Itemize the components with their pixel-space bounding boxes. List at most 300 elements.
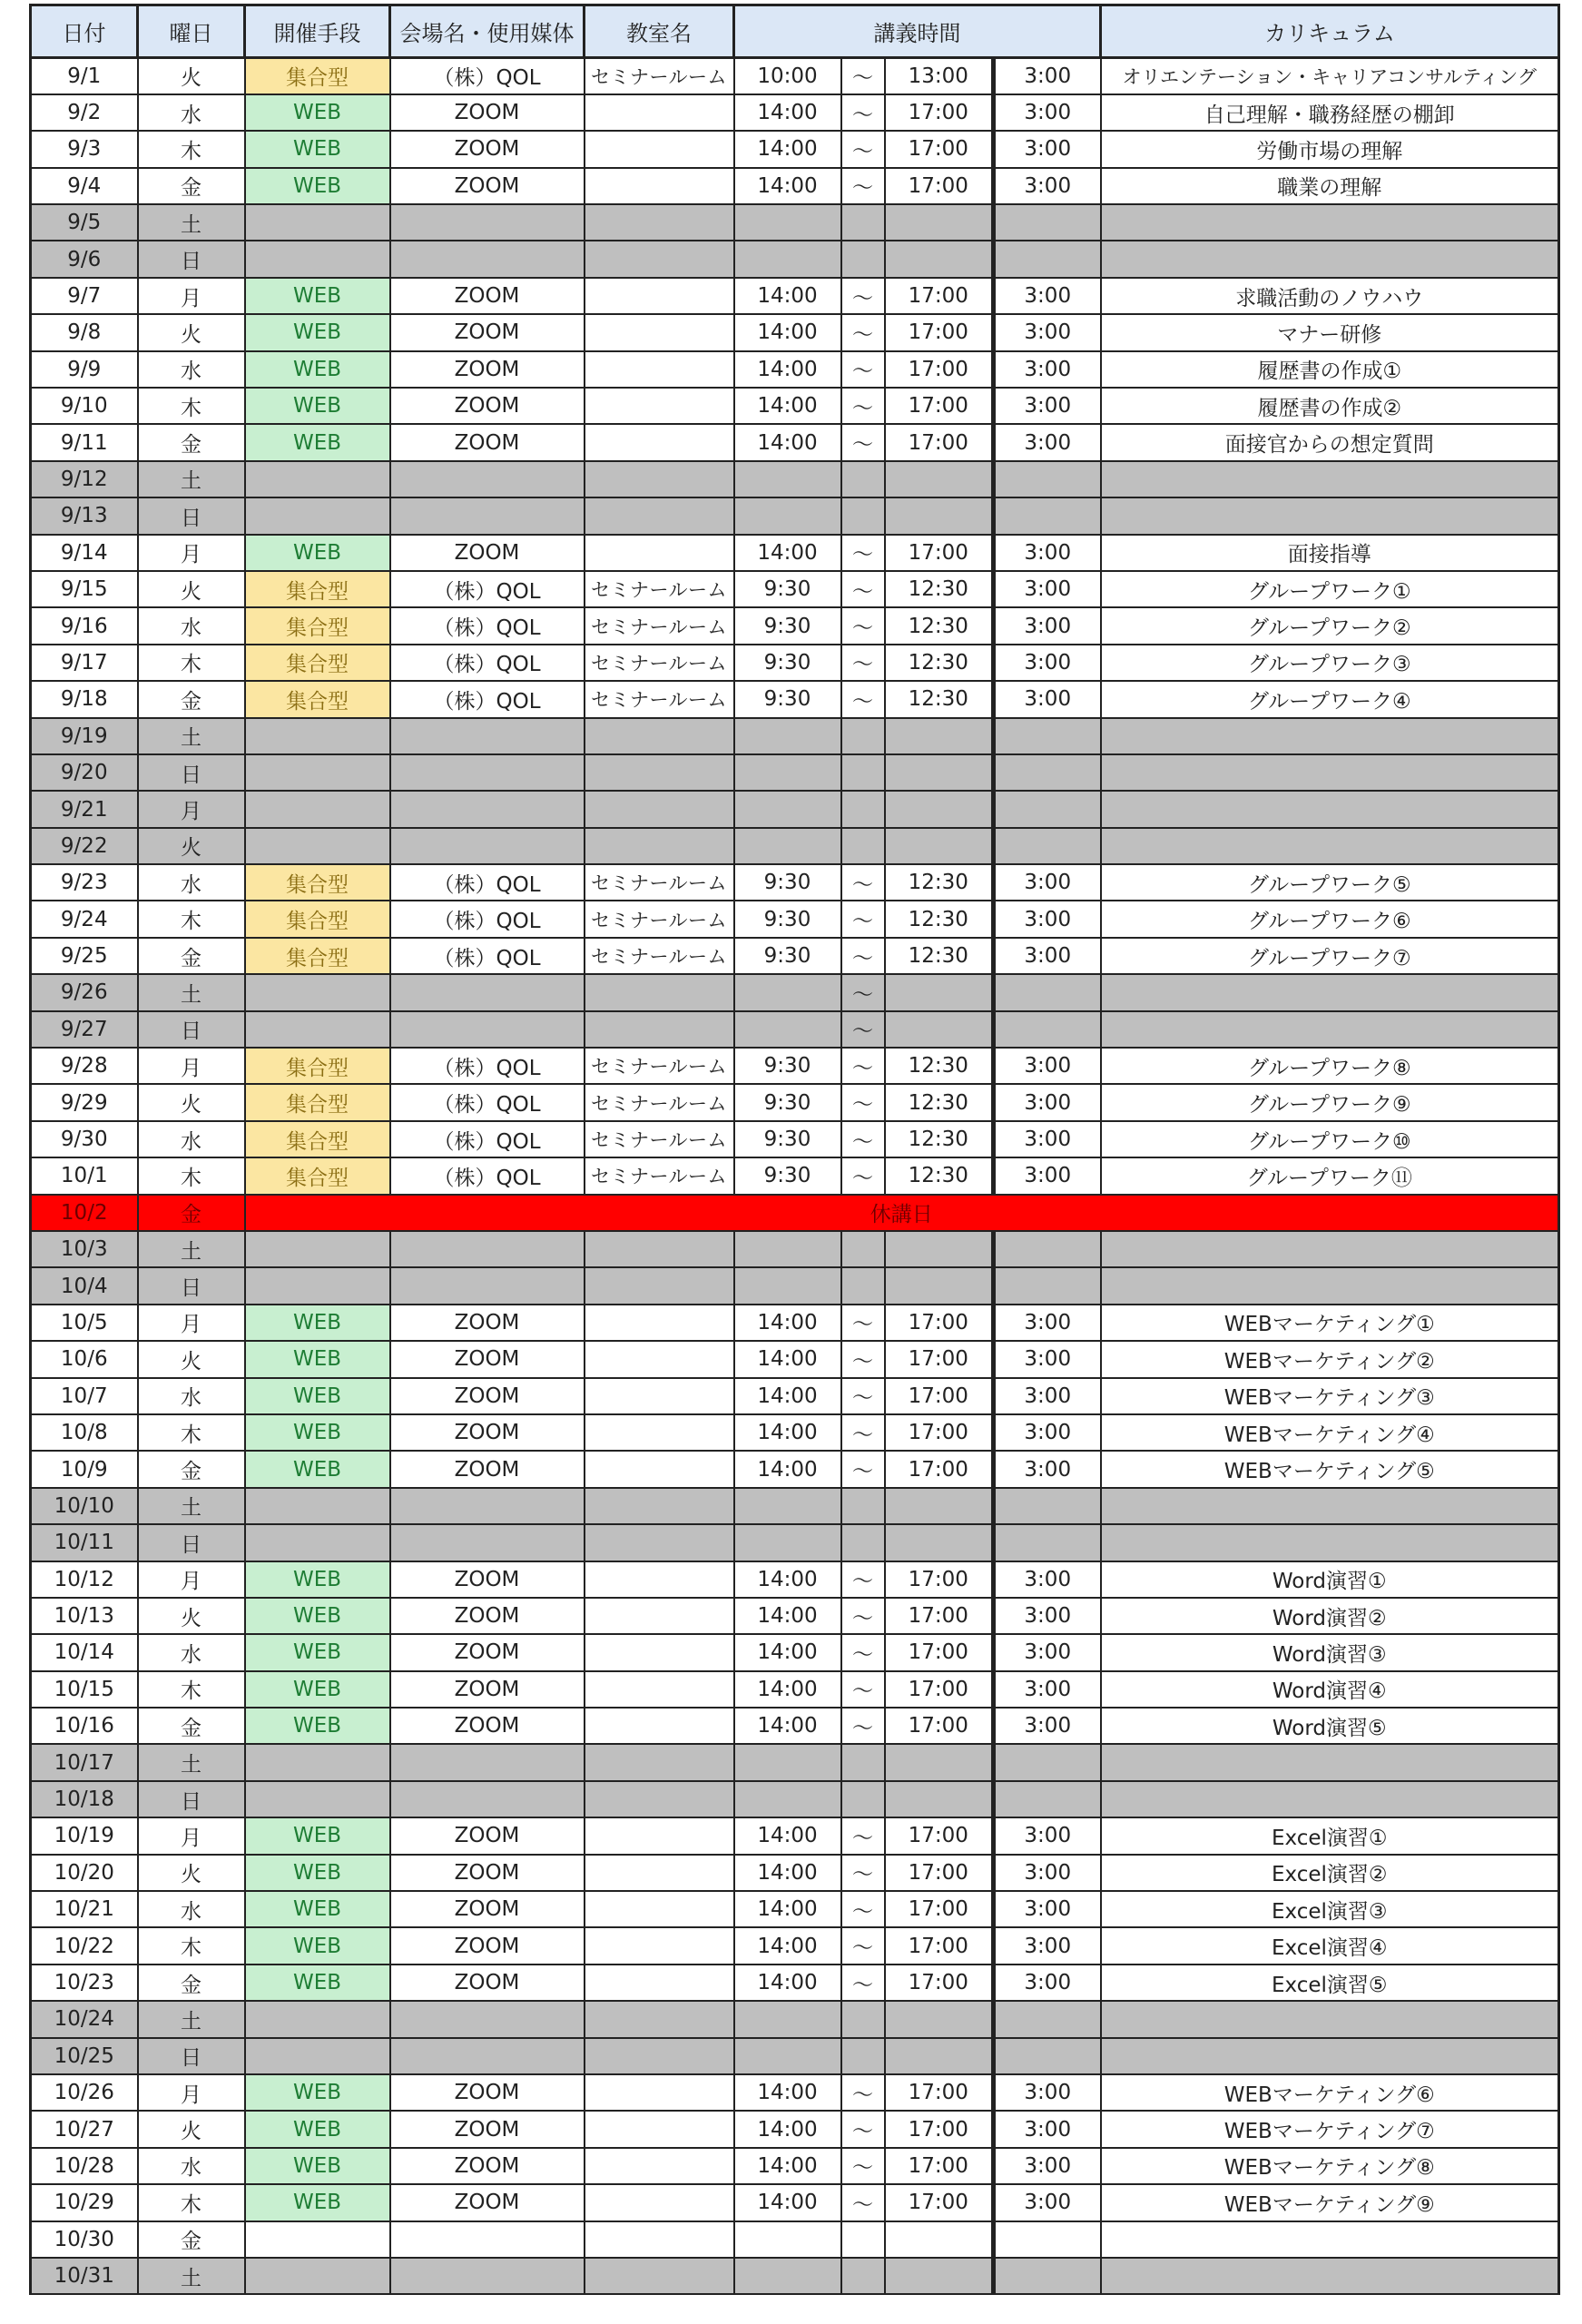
- table-row: [31, 1855, 1559, 1891]
- end-time-cell: [885, 718, 994, 754]
- room-cell: [585, 1708, 734, 1744]
- date-cell: 10/1: [31, 1157, 138, 1194]
- date-cell: 9/18: [31, 681, 138, 717]
- weekday-cell: 水: [138, 2148, 245, 2184]
- date-cell: 10/9: [31, 1451, 138, 1487]
- room-cell: [585, 461, 734, 497]
- duration-cell: 3:00: [994, 1305, 1101, 1341]
- room-cell: [585, 424, 734, 460]
- date-cell: 10/14: [31, 1634, 138, 1670]
- table-row: [31, 1634, 1559, 1670]
- method-cell: WEB: [245, 1817, 390, 1854]
- weekday-cell: 水: [138, 351, 245, 388]
- room-cell: [585, 2258, 734, 2294]
- start-time-cell: [734, 791, 841, 827]
- start-time-cell: [734, 974, 841, 1010]
- duration-cell: 3:00: [994, 1341, 1101, 1377]
- weekday-cell: 木: [138, 2184, 245, 2221]
- room-cell: [585, 241, 734, 277]
- date-cell: 9/9: [31, 351, 138, 388]
- date-cell: 9/20: [31, 754, 138, 791]
- end-time-cell: 17:00: [885, 1965, 994, 2001]
- date-cell: 10/19: [31, 1817, 138, 1854]
- curriculum-cell: [1101, 1781, 1559, 1817]
- holiday-label: 休講日: [245, 1195, 1559, 1231]
- table-row: [31, 2258, 1559, 2294]
- weekday-cell: 水: [138, 94, 245, 131]
- duration-cell: [994, 791, 1101, 827]
- curriculum-cell: [1101, 1744, 1559, 1780]
- end-time-cell: [885, 1744, 994, 1780]
- start-time-cell: 14:00: [734, 2111, 841, 2147]
- method-cell: WEB: [245, 388, 390, 424]
- tilde-cell: 〜: [841, 1965, 885, 2001]
- method-cell: WEB: [245, 1671, 390, 1708]
- duration-cell: 3:00: [994, 2148, 1101, 2184]
- duration-cell: 3:00: [994, 1414, 1101, 1451]
- date-cell: 9/21: [31, 791, 138, 827]
- table-row: [31, 607, 1559, 644]
- weekday-cell: 月: [138, 535, 245, 571]
- weekday-cell: 日: [138, 754, 245, 791]
- table-row: [31, 901, 1559, 937]
- table-row: [31, 424, 1559, 460]
- method-cell: [245, 1744, 390, 1780]
- room-cell: [585, 1231, 734, 1267]
- duration-cell: 3:00: [994, 388, 1101, 424]
- start-time-cell: 14:00: [734, 1414, 841, 1451]
- duration-cell: 3:00: [994, 1927, 1101, 1964]
- weekday-cell: 火: [138, 58, 245, 94]
- room-cell: [585, 131, 734, 167]
- weekday-cell: 月: [138, 791, 245, 827]
- date-cell: 9/16: [31, 607, 138, 644]
- method-cell: WEB: [245, 1561, 390, 1598]
- room-cell: セミナールーム: [585, 938, 734, 974]
- start-time-cell: 14:00: [734, 94, 841, 131]
- end-time-cell: 17:00: [885, 2111, 994, 2147]
- end-time-cell: 17:00: [885, 2074, 994, 2111]
- date-cell: 10/10: [31, 1488, 138, 1524]
- tilde-cell: [841, 1231, 885, 1267]
- room-cell: [585, 204, 734, 241]
- room-cell: [585, 2001, 734, 2037]
- date-cell: 9/2: [31, 94, 138, 131]
- method-cell: WEB: [245, 1414, 390, 1451]
- table-row: [31, 645, 1559, 681]
- venue-cell: ZOOM: [390, 1341, 585, 1377]
- curriculum-cell: グループワーク⑪: [1101, 1157, 1559, 1194]
- table-row: [31, 351, 1559, 388]
- end-time-cell: [885, 754, 994, 791]
- room-cell: [585, 1267, 734, 1304]
- curriculum-cell: グループワーク⑩: [1101, 1121, 1559, 1157]
- date-cell: 10/17: [31, 1744, 138, 1780]
- table-row: [31, 131, 1559, 167]
- table-row: [31, 1488, 1559, 1524]
- curriculum-cell: WEBマーケティング⑨: [1101, 2184, 1559, 2221]
- venue-cell: ZOOM: [390, 278, 585, 314]
- method-cell: 集合型: [245, 58, 390, 94]
- table-row: [31, 1927, 1559, 1964]
- curriculum-cell: グループワーク①: [1101, 571, 1559, 607]
- table-row: [31, 718, 1559, 754]
- weekday-cell: 木: [138, 1671, 245, 1708]
- start-time-cell: [734, 497, 841, 534]
- table-row: [31, 2221, 1559, 2258]
- method-cell: WEB: [245, 314, 390, 350]
- weekday-cell: 金: [138, 1965, 245, 2001]
- duration-cell: [994, 2038, 1101, 2074]
- duration-cell: 3:00: [994, 2184, 1101, 2221]
- tilde-cell: 〜: [841, 1855, 885, 1891]
- date-cell: 10/29: [31, 2184, 138, 2221]
- method-cell: [245, 828, 390, 864]
- tilde-cell: [841, 2001, 885, 2037]
- duration-cell: 3:00: [994, 1561, 1101, 1598]
- method-cell: 集合型: [245, 864, 390, 901]
- table-row: [31, 2038, 1559, 2074]
- method-cell: WEB: [245, 2184, 390, 2221]
- venue-cell: ZOOM: [390, 351, 585, 388]
- room-cell: [585, 2111, 734, 2147]
- start-time-cell: 14:00: [734, 1891, 841, 1927]
- tilde-cell: 〜: [841, 424, 885, 460]
- curriculum-cell: [1101, 204, 1559, 241]
- curriculum-cell: [1101, 1524, 1559, 1561]
- table-row: [31, 1231, 1559, 1267]
- weekday-cell: 木: [138, 1414, 245, 1451]
- duration-cell: 3:00: [994, 168, 1101, 204]
- curriculum-cell: WEBマーケティング⑥: [1101, 2074, 1559, 2111]
- method-cell: WEB: [245, 131, 390, 167]
- curriculum-cell: WEBマーケティング④: [1101, 1414, 1559, 1451]
- date-cell: 9/5: [31, 204, 138, 241]
- room-cell: [585, 351, 734, 388]
- duration-cell: [994, 1744, 1101, 1780]
- start-time-cell: 14:00: [734, 1598, 841, 1634]
- tilde-cell: 〜: [841, 1891, 885, 1927]
- tilde-cell: [841, 1488, 885, 1524]
- curriculum-cell: [1101, 2258, 1559, 2294]
- room-cell: [585, 2221, 734, 2258]
- curriculum-cell: グループワーク⑨: [1101, 1084, 1559, 1120]
- curriculum-cell: WEBマーケティング⑤: [1101, 1451, 1559, 1487]
- end-time-cell: [885, 241, 994, 277]
- end-time-cell: 12:30: [885, 1048, 994, 1084]
- table-row: [31, 535, 1559, 571]
- tilde-cell: 〜: [841, 1708, 885, 1744]
- duration-cell: 3:00: [994, 1451, 1101, 1487]
- curriculum-cell: [1101, 1231, 1559, 1267]
- tilde-cell: 〜: [841, 535, 885, 571]
- end-time-cell: 17:00: [885, 131, 994, 167]
- duration-cell: 3:00: [994, 1671, 1101, 1708]
- room-cell: セミナールーム: [585, 645, 734, 681]
- tilde-cell: 〜: [841, 1414, 885, 1451]
- date-cell: 9/24: [31, 901, 138, 937]
- venue-cell: [390, 1524, 585, 1561]
- room-cell: [585, 388, 734, 424]
- date-cell: 10/18: [31, 1781, 138, 1817]
- curriculum-cell: Word演習⑤: [1101, 1708, 1559, 1744]
- end-time-cell: 13:00: [885, 58, 994, 94]
- table-row: [31, 681, 1559, 717]
- tilde-cell: 〜: [841, 2111, 885, 2147]
- venue-cell: ZOOM: [390, 168, 585, 204]
- table-row: [31, 241, 1559, 277]
- weekday-cell: 金: [138, 2221, 245, 2258]
- tilde-cell: 〜: [841, 1927, 885, 1964]
- start-time-cell: 14:00: [734, 131, 841, 167]
- room-cell: セミナールーム: [585, 571, 734, 607]
- end-time-cell: 17:00: [885, 1634, 994, 1670]
- venue-cell: [390, 1267, 585, 1304]
- date-cell: 10/16: [31, 1708, 138, 1744]
- date-cell: 10/11: [31, 1524, 138, 1561]
- method-cell: 集合型: [245, 1157, 390, 1194]
- end-time-cell: 12:30: [885, 864, 994, 901]
- duration-cell: 3:00: [994, 1048, 1101, 1084]
- table-row: [31, 1598, 1559, 1634]
- duration-cell: 3:00: [994, 938, 1101, 974]
- room-cell: [585, 168, 734, 204]
- weekday-cell: 木: [138, 131, 245, 167]
- start-time-cell: 9:30: [734, 1121, 841, 1157]
- end-time-cell: [885, 461, 994, 497]
- date-cell: 10/8: [31, 1414, 138, 1451]
- tilde-cell: [841, 1524, 885, 1561]
- room-cell: [585, 278, 734, 314]
- table-row: [31, 1671, 1559, 1708]
- start-time-cell: 14:00: [734, 535, 841, 571]
- duration-cell: 3:00: [994, 864, 1101, 901]
- method-cell: WEB: [245, 1927, 390, 1964]
- table-row: [31, 571, 1559, 607]
- start-time-cell: [734, 718, 841, 754]
- duration-cell: [994, 1488, 1101, 1524]
- weekday-cell: 木: [138, 1157, 245, 1194]
- method-cell: [245, 1524, 390, 1561]
- method-cell: [245, 461, 390, 497]
- start-time-cell: 14:00: [734, 1927, 841, 1964]
- date-cell: 10/24: [31, 2001, 138, 2037]
- venue-cell: ZOOM: [390, 2111, 585, 2147]
- curriculum-cell: オリエンテーション・キャリアコンサルティング: [1101, 58, 1559, 94]
- method-cell: [245, 754, 390, 791]
- start-time-cell: [734, 241, 841, 277]
- tilde-cell: 〜: [841, 1378, 885, 1414]
- tilde-cell: 〜: [841, 2184, 885, 2221]
- weekday-cell: 火: [138, 571, 245, 607]
- weekday-cell: 水: [138, 864, 245, 901]
- duration-cell: [994, 974, 1101, 1010]
- start-time-cell: 14:00: [734, 1341, 841, 1377]
- start-time-cell: [734, 204, 841, 241]
- venue-cell: ZOOM: [390, 388, 585, 424]
- room-cell: [585, 1781, 734, 1817]
- venue-cell: ZOOM: [390, 2074, 585, 2111]
- table-row: [31, 1084, 1559, 1120]
- venue-cell: [390, 2001, 585, 2037]
- duration-cell: 3:00: [994, 351, 1101, 388]
- method-cell: WEB: [245, 94, 390, 131]
- date-cell: 9/8: [31, 314, 138, 350]
- duration-cell: [994, 1524, 1101, 1561]
- venue-cell: ZOOM: [390, 1671, 585, 1708]
- venue-cell: ZOOM: [390, 2148, 585, 2184]
- room-cell: セミナールーム: [585, 1048, 734, 1084]
- curriculum-cell: Word演習④: [1101, 1671, 1559, 1708]
- method-cell: WEB: [245, 1598, 390, 1634]
- tilde-cell: [841, 497, 885, 534]
- date-cell: 10/23: [31, 1965, 138, 2001]
- end-time-cell: 17:00: [885, 1598, 994, 1634]
- date-cell: 10/28: [31, 2148, 138, 2184]
- weekday-cell: 日: [138, 1267, 245, 1304]
- method-cell: WEB: [245, 1708, 390, 1744]
- venue-cell: [390, 1011, 585, 1048]
- room-cell: [585, 1414, 734, 1451]
- start-time-cell: 14:00: [734, 1671, 841, 1708]
- room-cell: [585, 535, 734, 571]
- table-row: [31, 1305, 1559, 1341]
- date-cell: 9/15: [31, 571, 138, 607]
- curriculum-cell: グループワーク⑤: [1101, 864, 1559, 901]
- room-cell: [585, 1891, 734, 1927]
- venue-cell: （株）QOL: [390, 571, 585, 607]
- curriculum-cell: [1101, 497, 1559, 534]
- tilde-cell: [841, 2221, 885, 2258]
- tilde-cell: [841, 828, 885, 864]
- start-time-cell: 14:00: [734, 388, 841, 424]
- curriculum-cell: 求職活動のノウハウ: [1101, 278, 1559, 314]
- schedule-sheet: [29, 4, 1557, 2295]
- weekday-cell: 月: [138, 1305, 245, 1341]
- end-time-cell: 17:00: [885, 535, 994, 571]
- duration-cell: 3:00: [994, 1708, 1101, 1744]
- table-row: [31, 754, 1559, 791]
- method-cell: WEB: [245, 1378, 390, 1414]
- venue-cell: （株）QOL: [390, 607, 585, 644]
- curriculum-cell: Excel演習④: [1101, 1927, 1559, 1964]
- duration-cell: 3:00: [994, 571, 1101, 607]
- venue-cell: [390, 1744, 585, 1780]
- table-row: [31, 1378, 1559, 1414]
- tilde-cell: 〜: [841, 1451, 885, 1487]
- date-cell: 10/30: [31, 2221, 138, 2258]
- method-cell: WEB: [245, 168, 390, 204]
- room-cell: [585, 1011, 734, 1048]
- end-time-cell: 12:30: [885, 645, 994, 681]
- room-cell: セミナールーム: [585, 681, 734, 717]
- weekday-cell: 月: [138, 1817, 245, 1854]
- date-cell: 9/6: [31, 241, 138, 277]
- start-time-cell: [734, 461, 841, 497]
- curriculum-cell: Excel演習②: [1101, 1855, 1559, 1891]
- curriculum-cell: マナー研修: [1101, 314, 1559, 350]
- weekday-cell: 火: [138, 1084, 245, 1120]
- date-cell: 10/13: [31, 1598, 138, 1634]
- weekday-cell: 土: [138, 1744, 245, 1780]
- end-time-cell: 17:00: [885, 1451, 994, 1487]
- weekday-cell: 金: [138, 1708, 245, 1744]
- date-cell: 9/17: [31, 645, 138, 681]
- date-cell: 10/7: [31, 1378, 138, 1414]
- end-time-cell: 12:30: [885, 1121, 994, 1157]
- venue-cell: （株）QOL: [390, 1157, 585, 1194]
- start-time-cell: 9:30: [734, 864, 841, 901]
- table-row: [31, 2111, 1559, 2147]
- date-cell: 9/3: [31, 131, 138, 167]
- duration-cell: [994, 2001, 1101, 2037]
- duration-cell: 3:00: [994, 1817, 1101, 1854]
- start-time-cell: 14:00: [734, 1378, 841, 1414]
- room-cell: [585, 791, 734, 827]
- date-cell: 9/29: [31, 1084, 138, 1120]
- room-cell: [585, 1671, 734, 1708]
- duration-cell: 3:00: [994, 2111, 1101, 2147]
- curriculum-cell: WEBマーケティング③: [1101, 1378, 1559, 1414]
- tilde-cell: 〜: [841, 1011, 885, 1048]
- venue-cell: [390, 1231, 585, 1267]
- table-row: [31, 94, 1559, 131]
- header-time: 講義時間: [734, 5, 1101, 58]
- table-row: [31, 1157, 1559, 1194]
- method-cell: [245, 718, 390, 754]
- end-time-cell: [885, 1011, 994, 1048]
- start-time-cell: [734, 2258, 841, 2294]
- tilde-cell: [841, 791, 885, 827]
- date-cell: 9/14: [31, 535, 138, 571]
- date-cell: 10/21: [31, 1891, 138, 1927]
- venue-cell: [390, 1781, 585, 1817]
- venue-cell: ZOOM: [390, 535, 585, 571]
- room-cell: [585, 754, 734, 791]
- duration-cell: [994, 497, 1101, 534]
- tilde-cell: [841, 1781, 885, 1817]
- venue-cell: [390, 718, 585, 754]
- method-cell: WEB: [245, 1634, 390, 1670]
- tilde-cell: 〜: [841, 571, 885, 607]
- weekday-cell: 水: [138, 1121, 245, 1157]
- curriculum-cell: [1101, 974, 1559, 1010]
- duration-cell: [994, 1781, 1101, 1817]
- start-time-cell: 9:30: [734, 571, 841, 607]
- start-time-cell: 14:00: [734, 1965, 841, 2001]
- duration-cell: 3:00: [994, 2074, 1101, 2111]
- tilde-cell: 〜: [841, 1671, 885, 1708]
- date-cell: 9/1: [31, 58, 138, 94]
- venue-cell: [390, 204, 585, 241]
- end-time-cell: 12:30: [885, 681, 994, 717]
- date-cell: 10/20: [31, 1855, 138, 1891]
- end-time-cell: 17:00: [885, 1708, 994, 1744]
- table-row: [31, 864, 1559, 901]
- method-cell: WEB: [245, 278, 390, 314]
- tilde-cell: 〜: [841, 1305, 885, 1341]
- venue-cell: ZOOM: [390, 1965, 585, 2001]
- date-cell: 9/19: [31, 718, 138, 754]
- curriculum-cell: WEBマーケティング⑧: [1101, 2148, 1559, 2184]
- date-cell: 10/5: [31, 1305, 138, 1341]
- tilde-cell: [841, 1267, 885, 1304]
- room-cell: [585, 1524, 734, 1561]
- tilde-cell: 〜: [841, 314, 885, 350]
- end-time-cell: [885, 2221, 994, 2258]
- curriculum-cell: [1101, 461, 1559, 497]
- venue-cell: ZOOM: [390, 1378, 585, 1414]
